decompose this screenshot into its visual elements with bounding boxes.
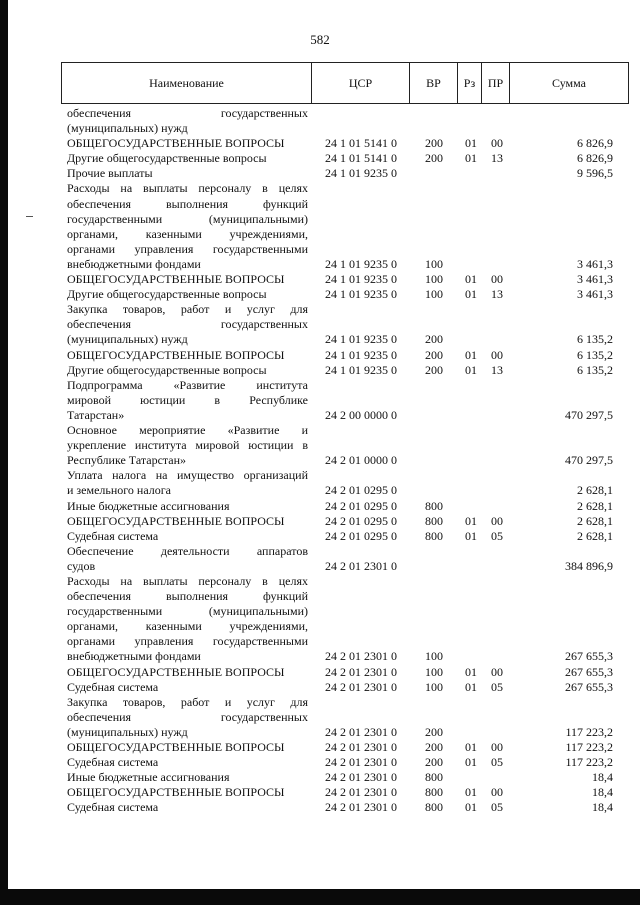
row-name-line: Прочие выплаты — [67, 166, 153, 181]
row-name-line: государственными (муниципальными) — [67, 211, 308, 226]
row-name-line: укрепление института мировой юстиции в — [67, 438, 308, 453]
row-sum: 9 596,5 — [577, 166, 613, 181]
row-vr: 200 — [425, 332, 443, 347]
row-csr: 24 2 01 2301 0 — [325, 558, 397, 573]
row-csr: 24 2 01 0295 0 — [325, 528, 397, 543]
row-pr: 00 — [491, 740, 503, 755]
row-name-line: внебюджетными фондами — [67, 649, 201, 664]
row-pr: 05 — [491, 800, 503, 815]
row-name — [67, 740, 308, 755]
table-row — [0, 770, 640, 785]
row-vr: 800 — [425, 498, 443, 513]
row-rz: 01 — [465, 664, 477, 679]
table-row — [0, 695, 640, 740]
row-pr: 00 — [491, 785, 503, 800]
row-name-line: обеспечения государственных — [67, 709, 308, 724]
row-name-line: мировой юстиции в Республике — [67, 392, 308, 407]
table-row — [0, 785, 640, 800]
table-row — [0, 680, 640, 695]
row-name-line: Расходы на выплаты персоналу в целях — [67, 181, 308, 196]
row-name — [67, 770, 308, 785]
row-vr: 100 — [425, 287, 443, 302]
table-row — [0, 514, 640, 529]
row-rz: 01 — [465, 513, 477, 528]
row-vr: 200 — [425, 740, 443, 755]
row-name-line: обеспечения государственных — [67, 317, 308, 332]
row-sum: 3 461,3 — [577, 287, 613, 302]
row-vr: 100 — [425, 272, 443, 287]
row-sum: 3 461,3 — [577, 272, 613, 287]
row-sum: 6 826,9 — [577, 151, 613, 166]
table-row — [0, 574, 640, 665]
row-name-line: ОБЩЕГОСУДАРСТВЕННЫЕ ВОПРОСЫ — [67, 785, 285, 800]
row-name-line: Иные бюджетные ассигнования — [67, 770, 230, 785]
row-name-line: обеспечения государственных — [67, 106, 308, 120]
row-vr: 200 — [425, 136, 443, 151]
row-name-line: Иные бюджетные ассигнования — [67, 498, 230, 513]
row-name-line: (муниципальных) нужд — [67, 332, 188, 347]
row-name — [67, 166, 308, 181]
row-name-line: Основное мероприятие «Развитие и — [67, 423, 308, 438]
row-vr: 200 — [425, 755, 443, 770]
row-name-line: Судебная система — [67, 755, 159, 770]
row-csr: 24 1 01 9235 0 — [325, 332, 397, 347]
table-row — [0, 529, 640, 544]
table-row — [0, 468, 640, 498]
table-row — [0, 544, 640, 574]
table-body — [0, 106, 640, 816]
row-vr: 100 — [425, 679, 443, 694]
row-csr: 24 1 01 9235 0 — [325, 256, 397, 271]
row-name — [67, 665, 308, 680]
table-row — [0, 499, 640, 514]
row-csr: 24 2 01 2301 0 — [325, 740, 397, 755]
row-vr: 100 — [425, 649, 443, 664]
row-vr: 800 — [425, 513, 443, 528]
row-name-line: Расходы на выплаты персоналу в целях — [67, 573, 308, 588]
row-name-line: Другие общегосударственные вопросы — [67, 287, 267, 302]
row-rz: 01 — [465, 679, 477, 694]
row-csr: 24 1 01 9235 0 — [325, 287, 397, 302]
table-row — [0, 106, 640, 136]
row-name — [67, 287, 308, 302]
row-csr: 24 2 01 2301 0 — [325, 649, 397, 664]
table-row — [0, 287, 640, 302]
row-rz: 01 — [465, 740, 477, 755]
row-pr: 05 — [491, 755, 503, 770]
row-rz: 01 — [465, 755, 477, 770]
row-rz: 01 — [465, 272, 477, 287]
row-name — [67, 800, 308, 815]
row-sum: 2 628,1 — [577, 513, 613, 528]
row-name — [67, 181, 308, 272]
row-csr: 24 2 01 2301 0 — [325, 724, 397, 739]
row-name — [67, 755, 308, 770]
row-vr: 100 — [425, 664, 443, 679]
row-name-line: Закупка товаров, работ и услуг для — [67, 694, 308, 709]
row-vr: 200 — [425, 347, 443, 362]
column-header-sum: Сумма — [552, 76, 586, 90]
row-name — [67, 151, 308, 166]
row-csr: 24 2 01 2301 0 — [325, 800, 397, 815]
row-sum: 117 223,2 — [565, 740, 613, 755]
row-vr: 200 — [425, 724, 443, 739]
column-header-pr: ПР — [482, 63, 510, 103]
table-row — [0, 302, 640, 347]
row-sum: 470 297,5 — [565, 453, 613, 468]
row-rz: 01 — [465, 151, 477, 166]
row-name — [67, 272, 308, 287]
row-vr: 800 — [425, 528, 443, 543]
table-row — [0, 755, 640, 770]
row-name — [67, 680, 308, 695]
row-vr: 800 — [425, 770, 443, 785]
row-pr: 00 — [491, 513, 503, 528]
table-row — [0, 136, 640, 151]
row-pr: 13 — [491, 362, 503, 377]
row-name-line: государственными (муниципальными) — [67, 604, 308, 619]
row-name-line: Другие общегосударственные вопросы — [67, 151, 267, 166]
table-row — [0, 348, 640, 363]
row-name-line: внебюджетными фондами — [67, 256, 201, 271]
row-name-line: Другие общегосударственные вопросы — [67, 362, 267, 377]
row-rz: 01 — [465, 287, 477, 302]
row-sum: 117 223,2 — [565, 724, 613, 739]
row-pr: 13 — [491, 151, 503, 166]
table-header — [61, 62, 629, 104]
row-csr: 24 1 01 9235 0 — [325, 362, 397, 377]
row-name-line: Судебная система — [67, 679, 159, 694]
row-csr: 24 2 01 2301 0 — [325, 770, 397, 785]
row-rz: 01 — [465, 136, 477, 151]
row-pr: 00 — [491, 347, 503, 362]
row-csr: 24 2 01 2301 0 — [325, 679, 397, 694]
row-name-line: Судебная система — [67, 528, 159, 543]
row-name — [67, 574, 308, 665]
row-rz: 01 — [465, 800, 477, 815]
row-vr: 800 — [425, 785, 443, 800]
row-name-line: Подпрограмма «Развитие института — [67, 377, 308, 392]
row-csr: 24 2 01 0295 0 — [325, 483, 397, 498]
row-name-line: органами управления государственными — [67, 634, 308, 649]
row-name-line: ОБЩЕГОСУДАРСТВЕННЫЕ ВОПРОСЫ — [67, 347, 285, 362]
row-vr: 100 — [425, 256, 443, 271]
row-name-line: органами, казенными учреждениями, — [67, 619, 308, 634]
row-name — [67, 695, 308, 740]
row-csr: 24 2 01 2301 0 — [325, 755, 397, 770]
row-sum: 6 135,2 — [577, 362, 613, 377]
row-name-line: (муниципальных) нужд — [67, 724, 188, 739]
row-name — [67, 378, 308, 423]
row-name — [67, 785, 308, 800]
table-row — [0, 800, 640, 815]
row-name — [67, 363, 308, 378]
table-row — [0, 665, 640, 680]
row-rz: 01 — [465, 528, 477, 543]
row-name-line: и земельного налога — [67, 483, 172, 498]
table-row — [0, 378, 640, 423]
row-name-line: органами управления государственными — [67, 241, 308, 256]
row-rz: 01 — [465, 347, 477, 362]
row-name-line: органами, казенными учреждениями, — [67, 226, 308, 241]
table-row — [0, 740, 640, 755]
table-row — [0, 272, 640, 287]
row-sum: 267 655,3 — [565, 664, 613, 679]
row-pr: 00 — [491, 136, 503, 151]
row-sum: 2 628,1 — [577, 498, 613, 513]
row-csr: 24 2 01 0295 0 — [325, 513, 397, 528]
row-sum: 2 628,1 — [577, 528, 613, 543]
column-header-name: Наименование — [62, 63, 312, 103]
row-name-line: обеспечения выполнения функций — [67, 196, 308, 211]
row-name — [67, 529, 308, 544]
row-csr: 24 1 01 9235 0 — [325, 166, 397, 181]
row-name-line: ОБЩЕГОСУДАРСТВЕННЫЕ ВОПРОСЫ — [67, 513, 285, 528]
row-name-line: Уплата налога на имущество организаций — [67, 468, 308, 483]
row-pr: 00 — [491, 272, 503, 287]
row-csr: 24 1 01 9235 0 — [325, 272, 397, 287]
row-sum: 18,4 — [592, 770, 613, 785]
row-name-line: ОБЩЕГОСУДАРСТВЕННЫЕ ВОПРОСЫ — [67, 136, 285, 151]
row-name-line: обеспечения выполнения функций — [67, 589, 308, 604]
row-pr: 05 — [491, 528, 503, 543]
row-sum: 2 628,1 — [577, 483, 613, 498]
row-csr: 24 1 01 9235 0 — [325, 347, 397, 362]
row-name-line: Обеспечение деятельности аппаратов — [67, 543, 308, 558]
row-sum: 18,4 — [592, 800, 613, 815]
row-csr: 24 2 00 0000 0 — [325, 407, 397, 422]
row-name-line: Татарстан» — [67, 407, 125, 422]
row-sum: 18,4 — [592, 785, 613, 800]
row-name — [67, 499, 308, 514]
row-name — [67, 544, 308, 574]
row-sum: 3 461,3 — [577, 256, 613, 271]
row-name — [67, 423, 308, 468]
row-name — [67, 348, 308, 363]
page-number: 582 — [310, 32, 330, 47]
row-sum: 384 896,9 — [565, 558, 613, 573]
row-csr: 24 2 01 0000 0 — [325, 453, 397, 468]
row-name — [67, 302, 308, 347]
row-pr: 00 — [491, 664, 503, 679]
row-name — [67, 106, 308, 136]
row-csr: 24 2 01 2301 0 — [325, 664, 397, 679]
row-sum: 6 135,2 — [577, 347, 613, 362]
row-name — [67, 136, 308, 151]
row-csr: 24 1 01 5141 0 — [325, 136, 397, 151]
row-csr: 24 2 01 2301 0 — [325, 785, 397, 800]
table-row — [0, 423, 640, 468]
row-pr: 13 — [491, 287, 503, 302]
row-name-line: ОБЩЕГОСУДАРСТВЕННЫЕ ВОПРОСЫ — [67, 740, 285, 755]
row-vr: 200 — [425, 151, 443, 166]
row-name-line: Закупка товаров, работ и услуг для — [67, 302, 308, 317]
row-name-line: ОБЩЕГОСУДАРСТВЕННЫЕ ВОПРОСЫ — [67, 664, 285, 679]
row-rz: 01 — [465, 785, 477, 800]
row-sum: 267 655,3 — [565, 679, 613, 694]
row-name — [67, 468, 308, 498]
row-name-line: Республике Татарстан» — [67, 453, 187, 468]
table-row — [0, 166, 640, 181]
row-vr: 800 — [425, 800, 443, 815]
column-header-rz: Рз — [458, 63, 482, 103]
row-sum: 117 223,2 — [565, 755, 613, 770]
row-name-line: Судебная система — [67, 800, 159, 815]
row-csr: 24 2 01 0295 0 — [325, 498, 397, 513]
row-csr: 24 1 01 5141 0 — [325, 151, 397, 166]
table-row — [0, 181, 640, 272]
table-row — [0, 363, 640, 378]
row-name — [67, 514, 308, 529]
scan-bottom-edge — [0, 889, 640, 905]
row-sum: 267 655,3 — [565, 649, 613, 664]
row-sum: 470 297,5 — [565, 407, 613, 422]
column-header-csr: ЦСР — [312, 63, 410, 103]
row-pr: 05 — [491, 679, 503, 694]
row-name-line: судов — [67, 558, 96, 573]
row-sum: 6 135,2 — [577, 332, 613, 347]
column-header-vr: ВР — [410, 63, 458, 103]
row-rz: 01 — [465, 362, 477, 377]
row-sum: 6 826,9 — [577, 136, 613, 151]
row-vr: 200 — [425, 362, 443, 377]
table-row — [0, 151, 640, 166]
row-name-line: ОБЩЕГОСУДАРСТВЕННЫЕ ВОПРОСЫ — [67, 272, 285, 287]
row-name-line: (муниципальных) нужд — [67, 121, 188, 136]
